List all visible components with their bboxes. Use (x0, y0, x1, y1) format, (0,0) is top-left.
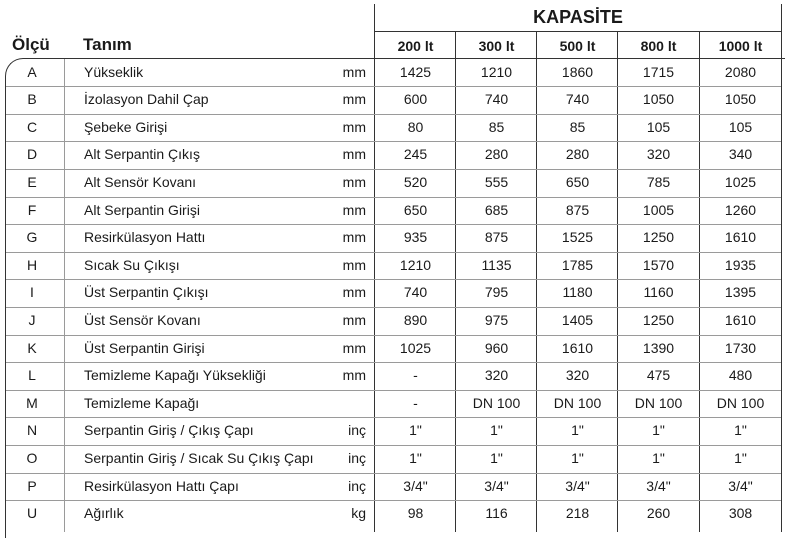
row-value: DN 100 (634, 394, 683, 411)
row-value: 3/4" (728, 477, 753, 494)
row-code: L (28, 367, 36, 384)
row-value: 1" (490, 422, 503, 439)
table-row (0, 141, 785, 169)
row-value: 1180 (562, 284, 593, 301)
table-row (0, 417, 785, 445)
row-value: 98 (407, 505, 424, 522)
row-code: K (27, 339, 37, 356)
row-value: DN 100 (553, 394, 602, 411)
row-value: 520 (403, 173, 428, 190)
row-value: 785 (646, 173, 671, 190)
row-value: 280 (484, 146, 509, 163)
table-row (0, 169, 785, 197)
row-value: 1405 (561, 311, 594, 328)
column-header-description: Tanım (83, 35, 132, 54)
row-value: 1135 (481, 256, 512, 273)
table-row (0, 473, 785, 501)
row-code: J (28, 311, 36, 328)
row-value: 1" (409, 449, 422, 466)
capacity-header-1000: 1000 lt (718, 38, 763, 54)
row-value: 1425 (399, 63, 432, 80)
row-description: Yükseklik (84, 63, 144, 80)
row-unit: mm (342, 146, 366, 163)
row-code: P (27, 477, 37, 494)
row-description: Sıcak Su Çıkışı (84, 256, 180, 273)
capacity-header-300: 300 lt (478, 38, 515, 54)
row-value: 475 (646, 367, 671, 384)
row-value: 260 (646, 505, 671, 522)
table-row (0, 86, 785, 114)
row-value: 1025 (399, 339, 432, 356)
table-row (0, 59, 785, 87)
table-row (0, 307, 785, 335)
row-value: 245 (403, 146, 428, 163)
row-value: - (413, 367, 418, 384)
row-value: 875 (565, 201, 590, 218)
row-unit (320, 390, 366, 417)
row-value: 1715 (642, 63, 675, 80)
row-value: 740 (484, 91, 509, 108)
capacity-header-row (375, 32, 781, 58)
row-value: 1935 (724, 256, 757, 273)
table-row (0, 279, 785, 307)
table-row (0, 224, 785, 252)
row-value: 1250 (642, 229, 675, 246)
row-value: 480 (728, 367, 753, 384)
capacity-header-500: 500 lt (559, 38, 596, 54)
row-value: 1860 (561, 63, 594, 80)
row-unit: mm (342, 118, 366, 135)
row-value: 1" (734, 449, 747, 466)
row-value: 1160 (643, 284, 674, 301)
row-value: 650 (565, 173, 590, 190)
table-row (0, 362, 785, 390)
row-description: Şebeke Girişi (84, 118, 168, 135)
row-description: Resirkülasyon Hattı Çapı (84, 477, 239, 494)
row-value: 1260 (724, 201, 757, 218)
row-value: 320 (565, 367, 590, 384)
table-row (0, 335, 785, 363)
capacity-header-200: 200 lt (397, 38, 434, 54)
row-unit: kg (351, 505, 366, 522)
row-code: O (26, 449, 38, 466)
row-value: 2080 (724, 63, 757, 80)
table-row (0, 114, 785, 142)
row-code: G (26, 229, 38, 246)
row-value: 105 (728, 118, 753, 135)
row-unit: mm (342, 284, 366, 301)
row-value: 1610 (724, 311, 757, 328)
row-value: 105 (646, 118, 671, 135)
row-value: 1" (652, 449, 665, 466)
row-value: 1785 (561, 256, 594, 273)
row-value: 3/4" (403, 477, 428, 494)
row-value: 340 (728, 146, 753, 163)
row-value: 555 (484, 173, 509, 190)
row-code: B (27, 91, 37, 108)
table-row (0, 390, 785, 418)
row-value: 650 (403, 201, 428, 218)
row-value: 600 (403, 91, 428, 108)
row-value: 1" (571, 422, 584, 439)
column-header-code: Ölçü (12, 35, 50, 54)
row-value: 308 (728, 505, 753, 522)
row-value: DN 100 (716, 394, 765, 411)
row-unit: mm (342, 311, 366, 328)
row-value: 795 (484, 284, 509, 301)
row-value: 1" (652, 422, 665, 439)
row-value: 80 (407, 118, 424, 135)
row-value: 1610 (561, 339, 594, 356)
row-value: 3/4" (646, 477, 671, 494)
row-value: 1025 (724, 173, 757, 190)
row-value: 1395 (724, 284, 757, 301)
row-code: H (26, 256, 38, 273)
row-value: 685 (484, 201, 509, 218)
row-unit: mm (342, 201, 366, 218)
table-row (0, 445, 785, 473)
row-value: 3/4" (565, 477, 590, 494)
row-description: Serpantin Giriş / Çıkış Çapı (84, 422, 254, 439)
row-code: M (26, 394, 38, 411)
row-description: Üst Serpantin Çıkışı (84, 284, 209, 301)
row-description: Temizleme Kapağı Yüksekliği (84, 367, 266, 384)
table-row (0, 500, 785, 528)
row-unit: mm (342, 256, 366, 273)
row-value: 960 (484, 339, 509, 356)
row-value: 1" (734, 422, 747, 439)
row-unit: inç (348, 449, 366, 466)
row-description: Üst Sensör Kovanı (84, 311, 201, 328)
row-value: 1250 (642, 311, 675, 328)
row-value: DN 100 (472, 394, 521, 411)
row-description: Üst Serpantin Girişi (84, 339, 205, 356)
row-value: 1050 (642, 91, 675, 108)
row-value: 1570 (642, 256, 675, 273)
row-unit: mm (342, 339, 366, 356)
row-value: 320 (646, 146, 671, 163)
row-value: 85 (488, 118, 505, 135)
row-value: 740 (565, 91, 590, 108)
row-value: 890 (403, 311, 428, 328)
row-value: 1390 (642, 339, 675, 356)
row-description: Temizleme Kapağı (84, 394, 200, 411)
row-value: 1610 (724, 229, 757, 246)
row-unit: mm (342, 229, 366, 246)
row-value: 1050 (724, 91, 757, 108)
row-description: Alt Serpantin Girişi (84, 201, 200, 218)
row-code: N (26, 422, 38, 439)
row-code: D (26, 146, 38, 163)
row-value: 85 (569, 118, 586, 135)
row-unit: mm (342, 367, 366, 384)
row-description: Alt Serpantin Çıkış (84, 146, 200, 163)
row-value: 1210 (480, 63, 513, 80)
row-unit: inç (348, 477, 366, 494)
row-value: 1" (571, 449, 584, 466)
capacity-header-800: 800 lt (640, 38, 677, 54)
row-unit: mm (342, 63, 366, 80)
row-value: 1210 (399, 256, 432, 273)
row-code: A (27, 63, 37, 80)
row-description: İzolasyon Dahil Çap (84, 91, 209, 108)
row-value: 1730 (724, 339, 757, 356)
row-code: C (26, 118, 38, 135)
row-code: I (30, 284, 34, 301)
row-value: 3/4" (484, 477, 509, 494)
row-value: 320 (484, 367, 509, 384)
row-value: 740 (403, 284, 428, 301)
row-description: Alt Sensör Kovanı (84, 173, 197, 190)
row-value: 935 (403, 229, 428, 246)
row-code: U (26, 505, 38, 522)
row-description: Serpantin Giriş / Sıcak Su Çıkış Çapı (84, 449, 314, 466)
row-value: 875 (484, 229, 509, 246)
row-unit: mm (342, 91, 366, 108)
row-description: Resirkülasyon Hattı (84, 229, 206, 246)
row-code: E (27, 173, 37, 190)
row-value: 116 (485, 505, 508, 522)
row-description: Ağırlık (84, 505, 124, 522)
row-value: 1" (409, 422, 422, 439)
capacity-group-title: KAPASİTE (533, 7, 623, 27)
row-value: 218 (565, 505, 590, 522)
row-unit: inç (348, 422, 366, 439)
row-value: - (413, 394, 418, 411)
table-row (0, 252, 785, 280)
row-value: 1" (490, 449, 503, 466)
row-value: 1525 (561, 229, 594, 246)
row-value: 280 (565, 146, 590, 163)
row-value: 1005 (642, 201, 675, 218)
row-unit: mm (342, 173, 366, 190)
table-row (0, 197, 785, 225)
row-code: F (27, 201, 37, 218)
row-value: 975 (484, 311, 509, 328)
